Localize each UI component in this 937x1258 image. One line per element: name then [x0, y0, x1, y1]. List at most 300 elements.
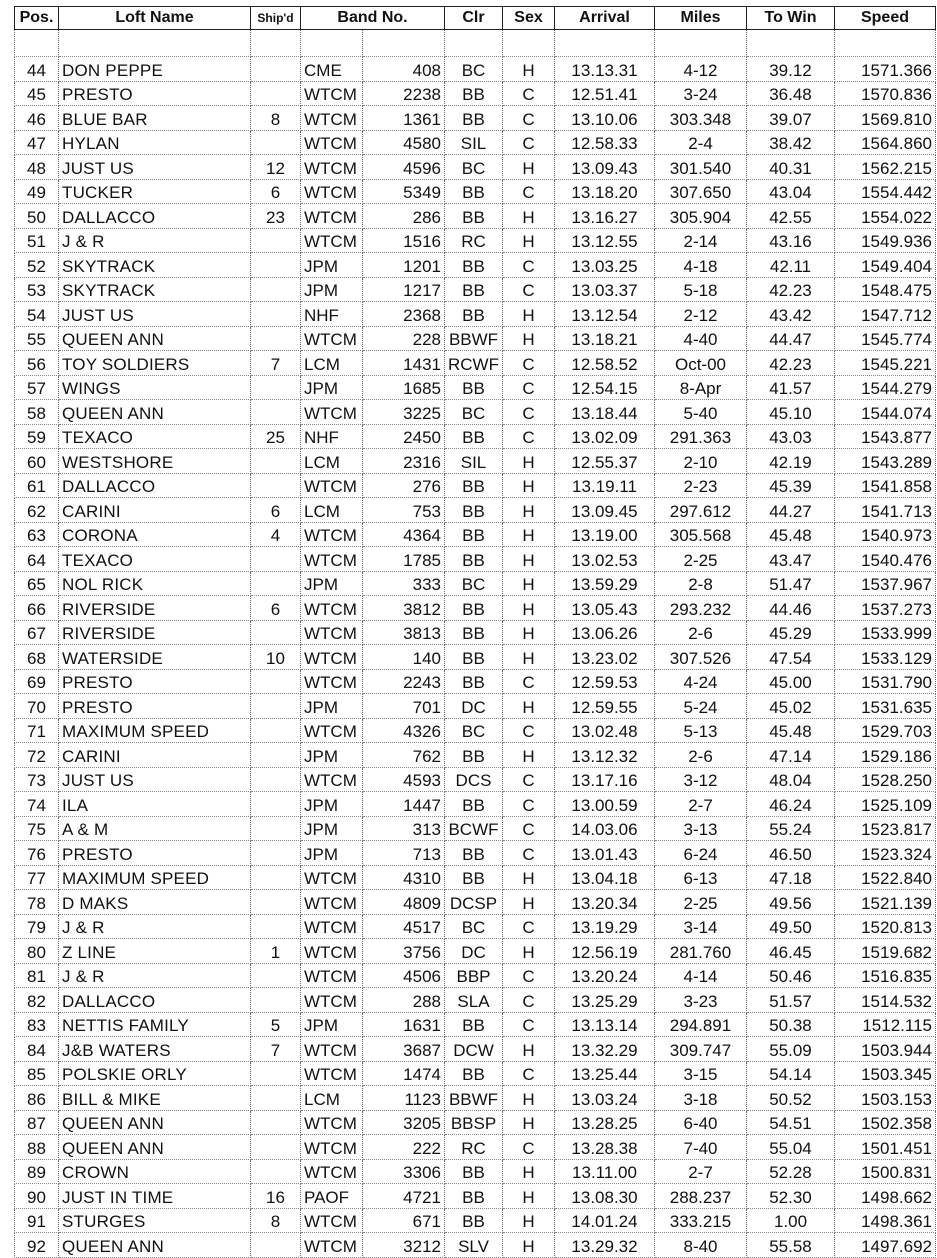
club-code-cell: JPM — [301, 571, 363, 596]
to-win-cell: 55.58 — [747, 1233, 835, 1258]
table-row — [15, 669, 936, 694]
color-cell: DCS — [445, 767, 503, 792]
pos-cell: 72 — [15, 743, 59, 768]
to-win-cell: 45.10 — [747, 400, 835, 425]
color-cell: BB — [445, 841, 503, 866]
shipped-cell: 16 — [251, 1184, 301, 1209]
club-code-cell: JPM — [301, 743, 363, 768]
speed-cell: 1528.250 — [835, 767, 936, 792]
color-cell: BB — [445, 1208, 503, 1233]
arrival-time-cell: 13.05.43 — [555, 596, 655, 621]
loft-name-cell: DALLACCO — [59, 204, 251, 229]
pos-cell: 92 — [15, 1233, 59, 1258]
loft-name-cell: NETTIS FAMILY — [59, 1012, 251, 1037]
table-row — [15, 816, 936, 841]
sex-cell: C — [503, 669, 555, 694]
color-cell: BB — [445, 669, 503, 694]
pos-cell: 83 — [15, 1012, 59, 1037]
club-code-cell: LCM — [301, 449, 363, 474]
shipped-cell: 8 — [251, 1208, 301, 1233]
loft-name-cell: CROWN — [59, 1159, 251, 1184]
miles-cell: 2-25 — [655, 547, 747, 572]
table-row — [15, 841, 936, 866]
pos-cell: 73 — [15, 767, 59, 792]
blank-cell — [747, 30, 835, 57]
color-cell: BB — [445, 81, 503, 106]
miles-cell: 3-14 — [655, 914, 747, 939]
miles-cell: 291.363 — [655, 424, 747, 449]
arrival-time-cell: 13.02.09 — [555, 424, 655, 449]
club-code-cell: LCM — [301, 351, 363, 376]
sex-cell: H — [503, 326, 555, 351]
blank-cell — [59, 30, 251, 57]
shipped-cell — [251, 473, 301, 498]
to-win-cell: 45.48 — [747, 718, 835, 743]
speed-cell: 1540.973 — [835, 522, 936, 547]
miles-cell: 6-24 — [655, 841, 747, 866]
header-speed: Speed — [835, 7, 936, 30]
sex-cell: H — [503, 571, 555, 596]
club-code-cell: WTCM — [301, 1061, 363, 1086]
table-row — [15, 449, 936, 474]
shipped-cell — [251, 1233, 301, 1258]
sex-cell: C — [503, 1012, 555, 1037]
to-win-cell: 51.47 — [747, 571, 835, 596]
arrival-time-cell: 12.58.52 — [555, 351, 655, 376]
to-win-cell: 47.18 — [747, 865, 835, 890]
table-row — [15, 865, 936, 890]
speed-cell: 1497.692 — [835, 1233, 936, 1258]
speed-cell: 1537.273 — [835, 596, 936, 621]
speed-cell: 1545.774 — [835, 326, 936, 351]
club-code-cell: JPM — [301, 1012, 363, 1037]
to-win-cell: 42.55 — [747, 204, 835, 229]
table-row — [15, 1037, 936, 1062]
shipped-cell: 7 — [251, 351, 301, 376]
pos-cell: 69 — [15, 669, 59, 694]
sex-cell: C — [503, 351, 555, 376]
miles-cell: 305.904 — [655, 204, 747, 229]
color-cell: BBSP — [445, 1110, 503, 1135]
color-cell: BB — [445, 865, 503, 890]
sex-cell: C — [503, 792, 555, 817]
loft-name-cell: J & R — [59, 914, 251, 939]
to-win-cell: 43.16 — [747, 228, 835, 253]
club-code-cell: WTCM — [301, 1159, 363, 1184]
band-number-cell: 2316 — [363, 449, 445, 474]
to-win-cell: 44.46 — [747, 596, 835, 621]
shipped-cell: 6 — [251, 498, 301, 523]
shipped-cell: 6 — [251, 596, 301, 621]
table-row — [15, 1184, 936, 1209]
to-win-cell: 47.14 — [747, 743, 835, 768]
arrival-time-cell: 13.12.32 — [555, 743, 655, 768]
speed-cell: 1570.836 — [835, 81, 936, 106]
shipped-cell: 10 — [251, 645, 301, 670]
header-sex: Sex — [503, 7, 555, 30]
club-code-cell: JPM — [301, 277, 363, 302]
speed-cell: 1545.221 — [835, 351, 936, 376]
shipped-cell — [251, 81, 301, 106]
sex-cell: H — [503, 1208, 555, 1233]
table-row — [15, 1159, 936, 1184]
miles-cell: 305.568 — [655, 522, 747, 547]
pos-cell: 77 — [15, 865, 59, 890]
shipped-cell — [251, 1135, 301, 1160]
pos-cell: 88 — [15, 1135, 59, 1160]
sex-cell: C — [503, 400, 555, 425]
sex-cell: C — [503, 963, 555, 988]
band-number-cell: 1217 — [363, 277, 445, 302]
table-row — [15, 302, 936, 327]
band-number-cell: 3813 — [363, 620, 445, 645]
header-loft-name: Loft Name — [59, 7, 251, 30]
sex-cell: C — [503, 253, 555, 278]
sex-cell: H — [503, 473, 555, 498]
loft-name-cell: SKYTRACK — [59, 253, 251, 278]
band-number-cell: 4721 — [363, 1184, 445, 1209]
loft-name-cell: BLUE BAR — [59, 106, 251, 131]
to-win-cell: 45.00 — [747, 669, 835, 694]
arrival-time-cell: 13.18.44 — [555, 400, 655, 425]
color-cell: BC — [445, 400, 503, 425]
color-cell: BB — [445, 302, 503, 327]
club-code-cell: JPM — [301, 253, 363, 278]
band-number-cell: 2368 — [363, 302, 445, 327]
table-row — [15, 1012, 936, 1037]
to-win-cell: 36.48 — [747, 81, 835, 106]
arrival-time-cell: 13.12.55 — [555, 228, 655, 253]
arrival-time-cell: 13.17.16 — [555, 767, 655, 792]
pos-cell: 74 — [15, 792, 59, 817]
pos-cell: 71 — [15, 718, 59, 743]
to-win-cell: 55.24 — [747, 816, 835, 841]
shipped-cell — [251, 1110, 301, 1135]
band-number-cell: 3225 — [363, 400, 445, 425]
miles-cell: 307.650 — [655, 179, 747, 204]
band-number-cell: 1431 — [363, 351, 445, 376]
loft-name-cell: RIVERSIDE — [59, 596, 251, 621]
miles-cell: 5-40 — [655, 400, 747, 425]
color-cell: BC — [445, 718, 503, 743]
shipped-cell — [251, 963, 301, 988]
loft-name-cell: A & M — [59, 816, 251, 841]
shipped-cell: 7 — [251, 1037, 301, 1062]
color-cell: BB — [445, 547, 503, 572]
club-code-cell: WTCM — [301, 596, 363, 621]
loft-name-cell: CORONA — [59, 522, 251, 547]
miles-cell: 7-40 — [655, 1135, 747, 1160]
arrival-time-cell: 13.25.44 — [555, 1061, 655, 1086]
club-code-cell: JPM — [301, 694, 363, 719]
color-cell: BB — [445, 106, 503, 131]
band-number-cell: 3306 — [363, 1159, 445, 1184]
color-cell: BB — [445, 204, 503, 229]
band-number-cell: 228 — [363, 326, 445, 351]
band-number-cell: 1123 — [363, 1086, 445, 1111]
color-cell: BB — [445, 743, 503, 768]
table-row — [15, 1135, 936, 1160]
speed-cell: 1503.944 — [835, 1037, 936, 1062]
table-row — [15, 130, 936, 155]
pos-cell: 76 — [15, 841, 59, 866]
blank-row — [15, 30, 936, 57]
arrival-time-cell: 13.19.00 — [555, 522, 655, 547]
speed-cell: 1525.109 — [835, 792, 936, 817]
loft-name-cell: QUEEN ANN — [59, 1110, 251, 1135]
arrival-time-cell: 13.28.38 — [555, 1135, 655, 1160]
club-code-cell: NHF — [301, 302, 363, 327]
pos-cell: 58 — [15, 400, 59, 425]
club-code-cell: WTCM — [301, 228, 363, 253]
club-code-cell: WTCM — [301, 522, 363, 547]
header-band-no: Band No. — [301, 7, 445, 30]
club-code-cell: WTCM — [301, 1233, 363, 1258]
speed-cell: 1503.345 — [835, 1061, 936, 1086]
speed-cell: 1543.289 — [835, 449, 936, 474]
speed-cell: 1540.476 — [835, 547, 936, 572]
band-number-cell: 3212 — [363, 1233, 445, 1258]
band-number-cell: 5349 — [363, 179, 445, 204]
pos-cell: 51 — [15, 228, 59, 253]
sex-cell: C — [503, 179, 555, 204]
club-code-cell: WTCM — [301, 473, 363, 498]
pos-cell: 63 — [15, 522, 59, 547]
miles-cell: 2-4 — [655, 130, 747, 155]
arrival-time-cell: 13.04.18 — [555, 865, 655, 890]
shipped-cell — [251, 571, 301, 596]
miles-cell: 4-18 — [655, 253, 747, 278]
color-cell: BC — [445, 155, 503, 180]
color-cell: BB — [445, 1184, 503, 1209]
arrival-time-cell: 13.16.27 — [555, 204, 655, 229]
club-code-cell: WTCM — [301, 81, 363, 106]
sex-cell: C — [503, 130, 555, 155]
shipped-cell: 5 — [251, 1012, 301, 1037]
miles-cell: 2-25 — [655, 890, 747, 915]
color-cell: BB — [445, 277, 503, 302]
speed-cell: 1533.999 — [835, 620, 936, 645]
miles-cell: 2-10 — [655, 449, 747, 474]
loft-name-cell: PRESTO — [59, 81, 251, 106]
loft-name-cell: Z LINE — [59, 939, 251, 964]
arrival-time-cell: 13.11.00 — [555, 1159, 655, 1184]
sex-cell: H — [503, 155, 555, 180]
band-number-cell: 1631 — [363, 1012, 445, 1037]
arrival-time-cell: 13.29.32 — [555, 1233, 655, 1258]
shipped-cell — [251, 694, 301, 719]
sex-cell: C — [503, 375, 555, 400]
color-cell: BB — [445, 179, 503, 204]
header-row — [15, 7, 936, 30]
sex-cell: H — [503, 1110, 555, 1135]
miles-cell: 3-15 — [655, 1061, 747, 1086]
shipped-cell — [251, 57, 301, 82]
table-row — [15, 522, 936, 547]
pos-cell: 52 — [15, 253, 59, 278]
to-win-cell: 55.09 — [747, 1037, 835, 1062]
loft-name-cell: J&B WATERS — [59, 1037, 251, 1062]
arrival-time-cell: 13.03.24 — [555, 1086, 655, 1111]
band-number-cell: 701 — [363, 694, 445, 719]
table-row — [15, 1208, 936, 1233]
sex-cell: H — [503, 449, 555, 474]
pos-cell: 66 — [15, 596, 59, 621]
sex-cell: H — [503, 743, 555, 768]
pos-cell: 84 — [15, 1037, 59, 1062]
shipped-cell: 6 — [251, 179, 301, 204]
miles-cell: 6-13 — [655, 865, 747, 890]
color-cell: BB — [445, 792, 503, 817]
arrival-time-cell: 12.59.53 — [555, 669, 655, 694]
speed-cell: 1549.936 — [835, 228, 936, 253]
miles-cell: 288.237 — [655, 1184, 747, 1209]
color-cell: SIL — [445, 449, 503, 474]
loft-name-cell: DALLACCO — [59, 988, 251, 1013]
blank-cell — [655, 30, 747, 57]
blank-cell — [835, 30, 936, 57]
table-row — [15, 620, 936, 645]
arrival-time-cell: 12.58.33 — [555, 130, 655, 155]
table-row — [15, 1061, 936, 1086]
table-row — [15, 106, 936, 131]
shipped-cell — [251, 841, 301, 866]
pos-cell: 50 — [15, 204, 59, 229]
table-row — [15, 57, 936, 82]
table-row — [15, 473, 936, 498]
color-cell: BBWF — [445, 1086, 503, 1111]
color-cell: BCWF — [445, 816, 503, 841]
color-cell: BB — [445, 473, 503, 498]
miles-cell: 4-40 — [655, 326, 747, 351]
club-code-cell: WTCM — [301, 130, 363, 155]
color-cell: BBWF — [445, 326, 503, 351]
arrival-time-cell: 13.18.20 — [555, 179, 655, 204]
header-arrival: Arrival — [555, 7, 655, 30]
pos-cell: 44 — [15, 57, 59, 82]
pos-cell: 65 — [15, 571, 59, 596]
pos-cell: 60 — [15, 449, 59, 474]
arrival-time-cell: 13.00.59 — [555, 792, 655, 817]
blank-cell — [251, 30, 301, 57]
blank-cell — [503, 30, 555, 57]
pos-cell: 46 — [15, 106, 59, 131]
to-win-cell: 46.24 — [747, 792, 835, 817]
arrival-time-cell: 13.02.48 — [555, 718, 655, 743]
miles-cell: 294.891 — [655, 1012, 747, 1037]
pos-cell: 82 — [15, 988, 59, 1013]
shipped-cell — [251, 375, 301, 400]
speed-cell: 1514.532 — [835, 988, 936, 1013]
band-number-cell: 140 — [363, 645, 445, 670]
table-row — [15, 1086, 936, 1111]
color-cell: RC — [445, 1135, 503, 1160]
to-win-cell: 41.57 — [747, 375, 835, 400]
shipped-cell: 8 — [251, 106, 301, 131]
speed-cell: 1547.712 — [835, 302, 936, 327]
arrival-time-cell: 13.03.25 — [555, 253, 655, 278]
sex-cell: C — [503, 767, 555, 792]
arrival-time-cell: 12.55.37 — [555, 449, 655, 474]
shipped-cell — [251, 743, 301, 768]
band-number-cell: 3756 — [363, 939, 445, 964]
band-number-cell: 671 — [363, 1208, 445, 1233]
arrival-time-cell: 13.13.14 — [555, 1012, 655, 1037]
arrival-time-cell: 13.23.02 — [555, 645, 655, 670]
arrival-time-cell: 13.06.26 — [555, 620, 655, 645]
sex-cell: H — [503, 522, 555, 547]
speed-cell: 1501.451 — [835, 1135, 936, 1160]
arrival-time-cell: 13.03.37 — [555, 277, 655, 302]
color-cell: BB — [445, 620, 503, 645]
club-code-cell: WTCM — [301, 204, 363, 229]
speed-cell: 1529.186 — [835, 743, 936, 768]
shipped-cell — [251, 1061, 301, 1086]
pos-cell: 91 — [15, 1208, 59, 1233]
blank-cell — [363, 30, 445, 57]
arrival-time-cell: 13.19.29 — [555, 914, 655, 939]
sex-cell: H — [503, 694, 555, 719]
speed-cell: 1569.810 — [835, 106, 936, 131]
arrival-time-cell: 13.13.31 — [555, 57, 655, 82]
arrival-time-cell: 13.08.30 — [555, 1184, 655, 1209]
sex-cell: H — [503, 596, 555, 621]
speed-cell: 1519.682 — [835, 939, 936, 964]
arrival-time-cell: 13.09.45 — [555, 498, 655, 523]
arrival-time-cell: 13.09.43 — [555, 155, 655, 180]
to-win-cell: 50.38 — [747, 1012, 835, 1037]
arrival-time-cell: 13.12.54 — [555, 302, 655, 327]
loft-name-cell: QUEEN ANN — [59, 1233, 251, 1258]
to-win-cell: 45.02 — [747, 694, 835, 719]
to-win-cell: 52.30 — [747, 1184, 835, 1209]
miles-cell: 4-12 — [655, 57, 747, 82]
color-cell: BB — [445, 645, 503, 670]
miles-cell: 2-23 — [655, 473, 747, 498]
table-row — [15, 914, 936, 939]
loft-name-cell: POLSKIE ORLY — [59, 1061, 251, 1086]
color-cell: RC — [445, 228, 503, 253]
shipped-cell — [251, 767, 301, 792]
arrival-time-cell: 14.01.24 — [555, 1208, 655, 1233]
pos-cell: 67 — [15, 620, 59, 645]
club-code-cell: WTCM — [301, 914, 363, 939]
miles-cell: 281.760 — [655, 939, 747, 964]
to-win-cell: 40.31 — [747, 155, 835, 180]
speed-cell: 1523.324 — [835, 841, 936, 866]
table-row — [15, 400, 936, 425]
arrival-time-cell: 14.03.06 — [555, 816, 655, 841]
header-color: Clr — [445, 7, 503, 30]
sex-cell: H — [503, 228, 555, 253]
speed-cell: 1549.404 — [835, 253, 936, 278]
arrival-time-cell: 13.02.53 — [555, 547, 655, 572]
loft-name-cell: WESTSHORE — [59, 449, 251, 474]
table-row — [15, 694, 936, 719]
speed-cell: 1529.703 — [835, 718, 936, 743]
arrival-time-cell: 13.32.29 — [555, 1037, 655, 1062]
to-win-cell: 42.23 — [747, 277, 835, 302]
club-code-cell: WTCM — [301, 106, 363, 131]
table-row — [15, 792, 936, 817]
pos-cell: 68 — [15, 645, 59, 670]
loft-name-cell: CARINI — [59, 743, 251, 768]
speed-cell: 1498.361 — [835, 1208, 936, 1233]
loft-name-cell: PRESTO — [59, 841, 251, 866]
color-cell: BB — [445, 424, 503, 449]
shipped-cell — [251, 302, 301, 327]
color-cell: BB — [445, 1159, 503, 1184]
